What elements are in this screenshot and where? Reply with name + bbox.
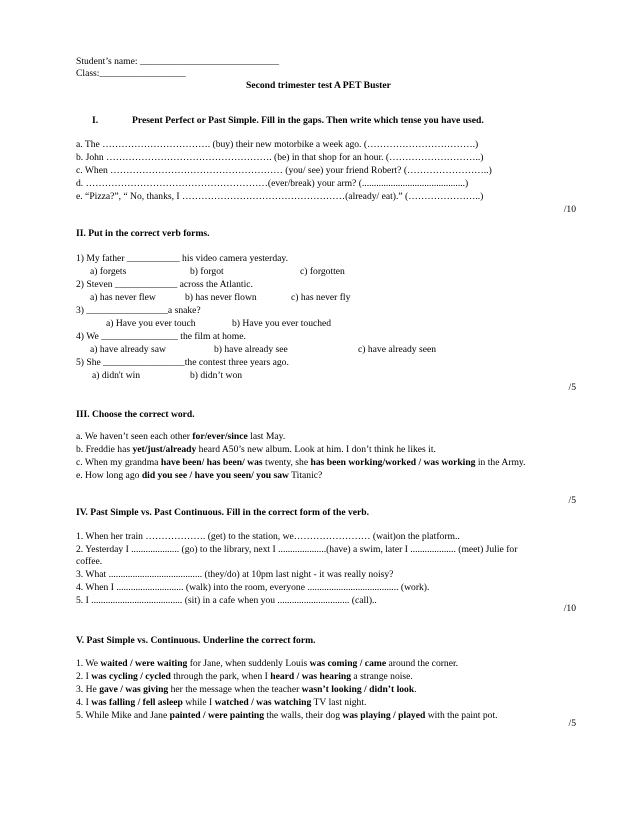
section2-q2-option-a: a) has never flew xyxy=(90,292,156,303)
section4-item-2-continued: coffee. xyxy=(76,556,103,567)
section2-q4-option-b: b) have already see xyxy=(214,344,288,355)
section3-item-c: c. When my grandma have been/ has been/ was twenty, she has been working/worked / was working in the Army. xyxy=(76,457,526,468)
section1-item-a: a. The ……………………………. (buy) their new motorbike a week ago. (…………………………….) xyxy=(76,139,479,150)
section2-heading: II. Put in the correct verb forms. xyxy=(76,228,210,239)
section3-item-a: a. We haven’t seen each other for/ever/since last May. xyxy=(76,431,286,442)
section2-q5-option-b: b) didn’t won xyxy=(190,370,243,381)
section5-item-2: 2. I was cycling / cycled through the park, when I heard / was hearing a strange noise. xyxy=(76,671,413,682)
section2-q2-option-c: c) has never fly xyxy=(291,292,351,303)
class-line: Class:__________________ xyxy=(76,68,186,79)
section2-q2-option-b: b) has never flown xyxy=(185,292,257,303)
section1-item-c: c. When ……………………………………………… (you/ see) your friend Robert? (……………………..) xyxy=(76,165,492,176)
section4-item-1: 1. When her train ………………. (get) to the station, we…………………… (wait)on the platform.. xyxy=(76,531,460,542)
section1-item-e: e. “Pizza?”, “ No, thanks, I ……………………………………………(already/ eat).” (…………………..) xyxy=(76,191,484,202)
section3-heading: III. Choose the correct word. xyxy=(76,409,195,420)
section1-item-b: b. John ……………………………………………. (be) in that shop for an hour. (………………………..) xyxy=(76,152,484,163)
section2-q3-option-a: a) Have you ever touch xyxy=(106,318,196,329)
section3-score: /5 xyxy=(568,495,576,506)
section2-q5: 5) She _________________the contest three years ago. xyxy=(76,357,289,368)
section1-number: I. xyxy=(92,115,99,126)
section4-heading: IV. Past Simple vs. Past Continuous. Fill in the correct form of the verb. xyxy=(76,507,370,518)
section1-item-d: d. …………………………………………………(ever/break) your arm? (...........................................) xyxy=(76,178,469,189)
section4-item-5: 5. I ...................................... (sit) in a cafe when you .............................. (call).. xyxy=(76,595,377,606)
section2-q3: 3) _________________a snake? xyxy=(76,305,201,316)
section2-q1-option-c: c) forgotten xyxy=(300,266,345,277)
section2-q3-option-b: b) Have you ever touched xyxy=(232,318,332,329)
section2-q4-option-c: c) have already seen xyxy=(358,344,437,355)
section2-q4-option-a: a) have already saw xyxy=(90,344,166,355)
section2-score: /5 xyxy=(568,382,576,393)
section5-item-5: 5. While Mike and Jane painted / were painting the walls, their dog was playing / played with the paint pot. xyxy=(76,710,498,721)
section3-item-e: e. How long ago did you see / have you seen/ you saw Titanic? xyxy=(76,470,323,481)
section5-item-1: 1. We waited / were waiting for Jane, when suddenly Louis was coming / came around the corner. xyxy=(76,658,459,669)
section3-item-b: b. Freddie has yet/just/already heard A50’s new album. Look at him. I don’t think he likes it. xyxy=(76,444,436,455)
section1-score: /10 xyxy=(563,204,576,215)
section2-q1: 1) My father ___________ his video camera yesterday. xyxy=(76,253,288,264)
section5-item-4: 4. I was falling / fell asleep while I watched / was watching TV last night. xyxy=(76,697,367,708)
section2-q4: 4) We ________________ the film at home. xyxy=(76,331,246,342)
section4-item-4: 4. When I ............................ (walk) into the room, everyone ...................................... (work). xyxy=(76,582,430,593)
section5-heading: V. Past Simple vs. Continuous. Underline the correct form. xyxy=(76,635,316,646)
section2-q5-option-a: a) didn't win xyxy=(92,370,141,381)
section5-item-3: 3. He gave / was giving her the message when the teacher wasn’t looking / didn’t look. xyxy=(76,684,417,695)
student-name-line: Student’s name: _____________________________ xyxy=(76,56,280,67)
section2-q1-option-a: a) forgets xyxy=(90,266,127,277)
section5-score: /5 xyxy=(568,718,576,729)
section1-heading: Present Perfect or Past Simple. Fill in the gaps. Then write which tense you have used. xyxy=(132,115,484,126)
section4-score: /10 xyxy=(563,603,576,614)
section4-item-3: 3. What ....................................... (they/do) at 10pm last night - it was really noisy? xyxy=(76,569,394,580)
page-title: Second trimester test A PET Buster xyxy=(246,80,391,91)
section2-q2: 2) Steven _____________ across the Atlantic. xyxy=(76,279,253,290)
section4-item-2: 2. Yesterday I .................... (go) to the library, next I ....................(have) a swim, later I ................... (meet) Julie for xyxy=(76,544,518,555)
section2-q1-option-b: b) forgot xyxy=(190,266,224,277)
